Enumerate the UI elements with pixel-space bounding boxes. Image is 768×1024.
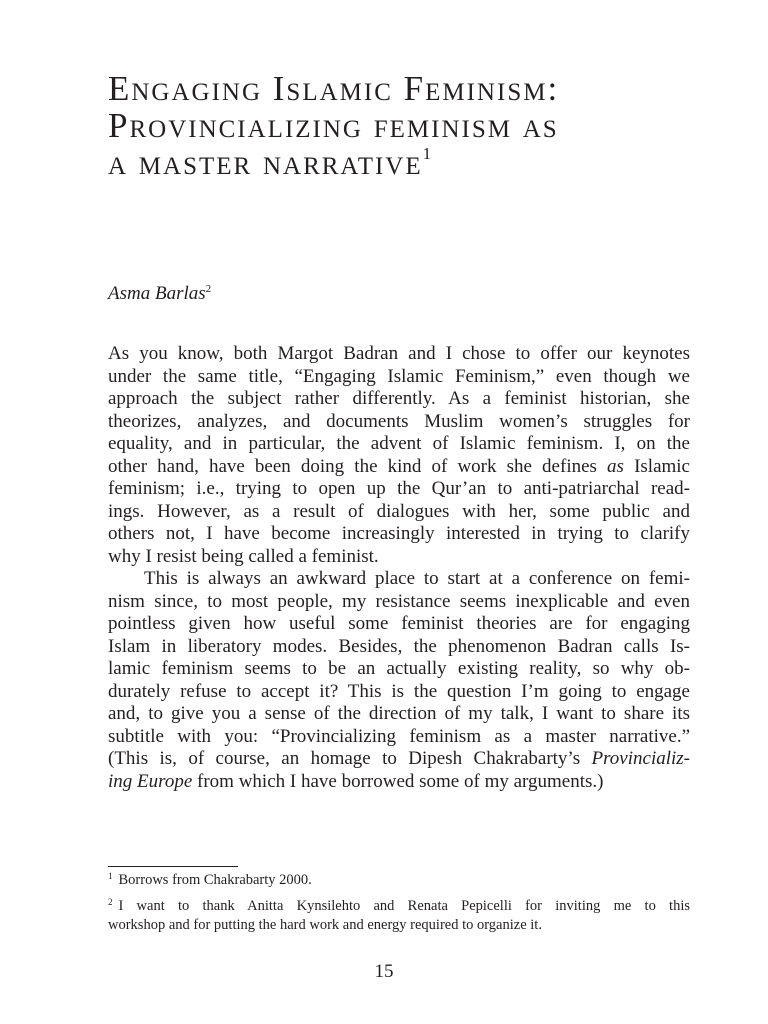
paragraph-2 — [108, 568, 690, 793]
text-line — [108, 748, 690, 771]
emphasis: as — [607, 455, 624, 477]
footnotes — [108, 871, 690, 942]
author-name-text: Asma Barlas — [108, 283, 206, 304]
text-run: Islamic — [623, 455, 690, 477]
text-line: ings. However, as a result of dialogues with her, some public and — [108, 500, 690, 522]
text-line: under the same title, “Engaging Islamic Feminism,” even though we — [108, 365, 690, 387]
title-line-text: a master narrative — [108, 143, 423, 182]
text-line — [108, 456, 690, 479]
text-line: subtitle with you: “Provincializing feminism as a master narrative.” — [108, 725, 690, 747]
page-number: 15 — [374, 961, 394, 982]
author-footnote-ref[interactable]: 2 — [205, 283, 212, 295]
footnote-number: 2 — [108, 897, 113, 907]
emphasis: Provincializ- — [591, 748, 690, 769]
text-line: pointless given how useful some feminist theories are for engaging — [108, 613, 690, 634]
emphasis: ing Europe — [108, 770, 193, 792]
text-run: (This is, of course, an homage to Dipesh Chakrabarty’s — [108, 748, 592, 769]
title-line — [108, 144, 708, 181]
text-line: theorizes, analyzes, and documents Muslim women’s struggles for — [108, 410, 690, 432]
text-line: lamic feminism seems to be an actually existing reality, so why ob- — [108, 658, 690, 679]
text-line: approach the subject rather differently. As a feminist historian, she — [108, 388, 690, 409]
footnote-2 — [108, 897, 690, 935]
text-line: and, to give you a sense of the direction of my talk, I want to share its — [108, 703, 690, 724]
chapter-title — [108, 70, 708, 181]
footnote-divider — [108, 866, 238, 867]
text-line — [108, 771, 690, 794]
text-line: This is always an awkward place to start at a conference on femi- — [144, 568, 690, 589]
footnote-line — [108, 871, 690, 890]
text-run: from which I have borrowed some of my arguments.) — [192, 770, 604, 792]
footnote-number: 1 — [108, 871, 113, 881]
footnote-1 — [108, 871, 690, 890]
text-line: why I resist being called a feminist. — [108, 545, 379, 567]
title-line: Provincializing feminism as — [108, 106, 559, 145]
text-line: others not, I have become increasingly interested in trying to clarify — [108, 523, 690, 544]
title-line: Engaging Islamic Feminism: — [108, 69, 560, 108]
text-line: As you know, both Margot Badran and I chose to offer our keynotes — [108, 343, 690, 364]
footnote-line — [108, 897, 690, 916]
text-line: equality, and in particular, the advent of Islamic feminism. I, on the — [108, 433, 690, 454]
text-line: nism since, to most people, my resistance seems inexplicable and even — [108, 590, 690, 612]
text-line: feminism; i.e., trying to open up the Qur’an to anti-patriarchal read- — [108, 478, 690, 499]
footnote-text: I want to thank Anitta Kynsilehto and Renata Pepicelli for inviting me to this — [118, 898, 690, 914]
paragraph-1 — [108, 343, 690, 568]
text-line: durately refuse to accept it? This is the question I’m going to engage — [108, 680, 690, 702]
title-footnote-ref[interactable]: 1 — [422, 144, 432, 163]
footnote-text: Borrows from Chakrabarty 2000. — [118, 872, 312, 888]
body-text — [108, 343, 690, 793]
author-name — [108, 282, 211, 306]
text-line: Islam in liberatory modes. Besides, the phenomenon Badran calls Is- — [108, 635, 690, 657]
footnote-line: workshop and for putting the hard work and energy required to organize it. — [108, 917, 542, 933]
text-run: other hand, have been doing the kind of work she defines — [108, 455, 608, 477]
